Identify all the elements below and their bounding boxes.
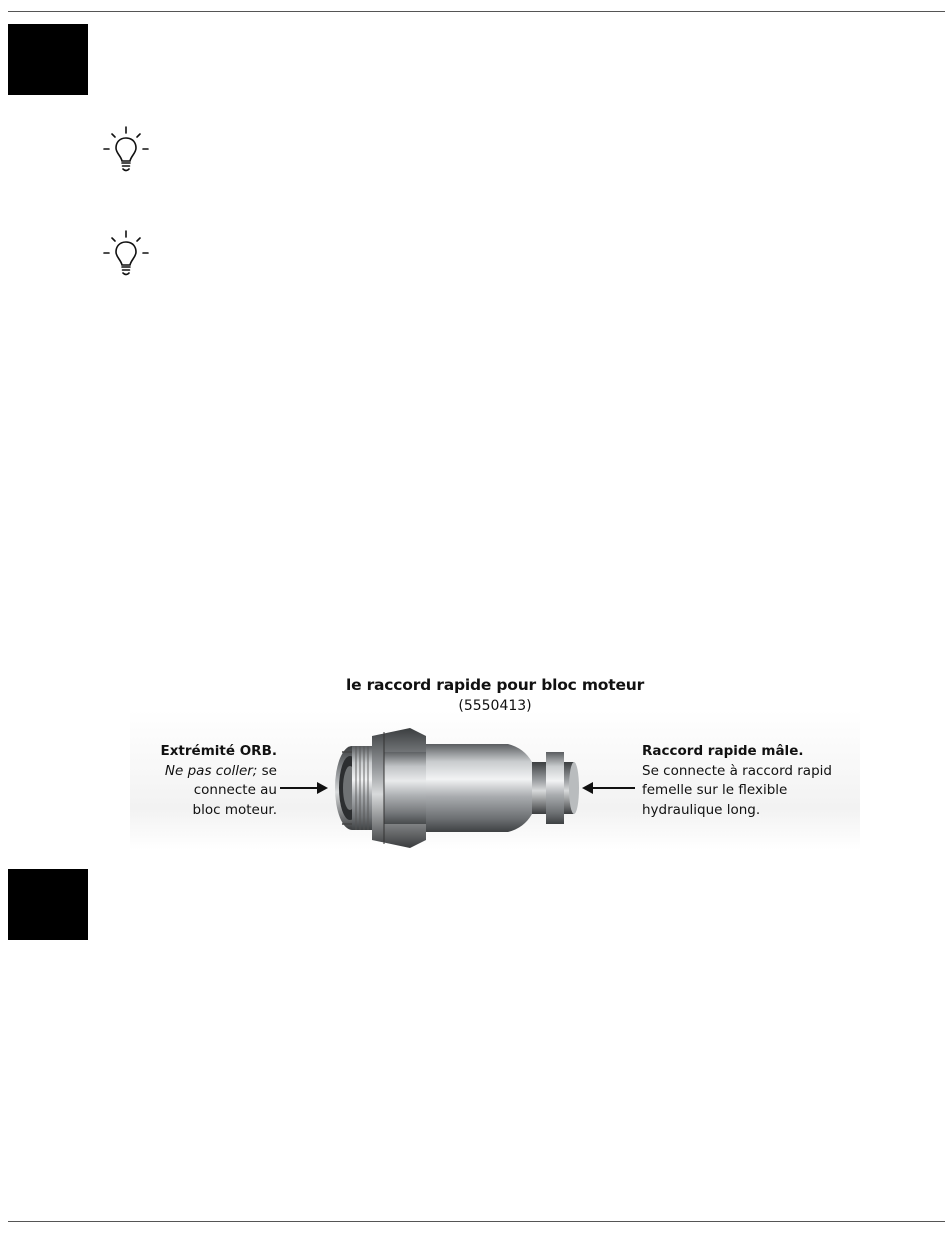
male-coupler-heading: Raccord rapide mâle. [642, 743, 804, 759]
orb-end-line2: connecte au [193, 782, 277, 798]
lightbulb-icon [102, 229, 154, 281]
male-coupler-line2: femelle sur le flexible [642, 782, 788, 798]
male-coupler-arrow [582, 782, 635, 794]
top-rule [8, 11, 945, 12]
quick-coupler-figure [130, 670, 860, 855]
male-coupler-line3: hydraulique long. [642, 801, 761, 818]
step-marker-block [8, 869, 88, 940]
orb-end-line3: bloc moteur. [192, 801, 277, 818]
male-coupler-line1: Se connecte à raccord rapid [642, 762, 832, 779]
step-marker-block [8, 24, 88, 95]
figure-title: le raccord rapide pour bloc moteur [345, 676, 645, 694]
orb-end-line1 [130, 762, 277, 782]
orb-end-arrow [280, 782, 328, 794]
quick-coupler-photo [280, 722, 640, 852]
orb-end-warning: Ne pas coller; [164, 762, 258, 779]
orb-end-heading: Extrémité ORB. [160, 743, 277, 759]
orb-end-line1-rest: se [257, 762, 277, 779]
figure-part-number: (5550413) [458, 698, 532, 714]
male-coupler-callout [642, 742, 862, 820]
lightbulb-icon [102, 125, 154, 177]
orb-end-callout [130, 742, 277, 820]
bottom-rule [8, 1221, 945, 1222]
